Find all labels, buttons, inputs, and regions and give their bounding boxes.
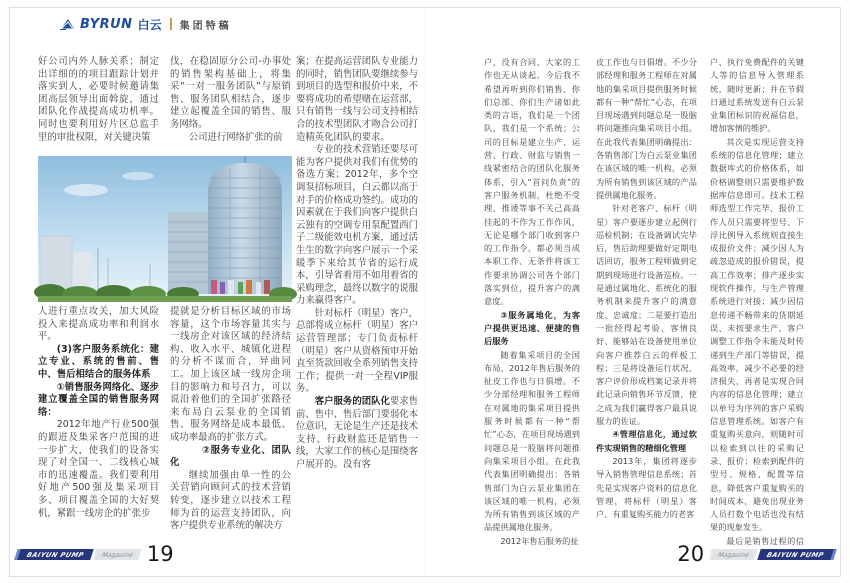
brand-name-cn: 白云 <box>137 17 162 32</box>
footer-right <box>673 544 835 565</box>
right-page-column-2 <box>596 56 697 538</box>
paragraph: 2012年地产行业500强的跟进及集采客户范围的进一步扩大，使我们的设备实现了对全国一、二线核心城市的迅速覆盖。我们要利用好地产500强及集采项目多、项目覆盖全国的大好契机，紧跟一线房企的扩张步 <box>38 419 159 519</box>
paragraph: 皮工作也与日俱增。不少分部经理和服务工程师在对属地的集采项目提供服务时候都有一种“帮忙”心态，在项目现场遇到问题总是一股脑将问题推向集采项目小组。在此我代表集团明确提出：各销售部门为白云泵业集团在该区域的唯一机构，必须为所有销售到该区域的产品提供属地化服务。 <box>596 57 697 200</box>
paragraph: 好公司内外人脉关系；制定出详细的的项目跟踪计划并落实到人，必要时候邀请集团高层领导出面斡旋，通过团队化作战提高成功机率。同时也要利用好片区总监手里的审批权限，对关键决策 <box>38 56 159 143</box>
paragraph: 户、没有合同，大家的工作也无从谈起。今后我不希望再听到你们销售、你们总部、你们生产诸如此类的言语，我们是一个团队，我们是一个系统；公司的目标是建立生产、运营、行政、财监与销售一线紧密结合的团队化服务体系，引入“首问负责”的客户服务机制，杜绝不受理、推诿等事不关己高高挂起的不作为工作作风，无论是哪个部门收到客户的工作指令，都必须当成本职工作、无条件将该工作要求协调公司各个部门落实到位，提升客户的满意度。 <box>484 57 580 307</box>
left-page-column-2-top <box>170 56 291 153</box>
inline-bold-lead: 客户服务的团队化 <box>314 396 390 408</box>
paragraph: 随着集采项目的全国布局，2012年售后服务的扯皮工作也与日俱增。不少分部经理和服务工程师在对属地的集采项目提供服务时候都有一种“帮忙”心态，在项目现场遇到问题总是一股脑将问题推向集采项目小组。在此我代表集团明确提出：各销售部门为白云泵业集团在该区域的唯一机构，必须为所有销售到该区域的产品提供属地化服务。 <box>484 349 580 533</box>
paragraph: 案；在提高运营团队专业能力的同时，销售团队要继续参与到项目的选型和报价中来，不要将成功的希望赌在运营部，只有销售一线与公司支持相结合的技术型团队才吻合公司打造精英化团队的要求。 <box>296 56 418 143</box>
byrun-logo-icon <box>60 18 75 30</box>
magazine-label: Magazine <box>709 549 758 560</box>
paragraph: 针对标杆（明星）客户，总部将成立标杆（明星）客户运营管理部；专门负责标杆（明星）客户从资格预审开始直至货款回收全系列销售支持工作；提供一对一全程VIP服务。 <box>296 307 418 395</box>
footer-left <box>16 544 178 565</box>
section-heading: ①销售服务网络化、逐步建立覆盖全国的销售服务网络： <box>38 381 159 418</box>
section-heading: ④管理信息化，通过软件实现销售的精细化管理 <box>596 429 697 453</box>
right-page-column-1 <box>484 56 580 546</box>
baiyun-pump-logo: BAIYUN PUMP <box>14 549 93 560</box>
left-page-column-3 <box>296 56 418 534</box>
paragraph: 最后是销售过程的信 <box>726 535 804 546</box>
left-page-column-1-bottom <box>38 306 159 546</box>
baiyun-pump-logo: BAIYUN PUMP <box>757 549 836 560</box>
paragraph: 2012年售后服务的扯 <box>500 535 579 546</box>
magazine-label: Magazine <box>93 549 142 560</box>
paragraph: 其次是实现运营支持系统的信息化管理；建立数据库式的价格体系，如价格调整则只需要维护数据库信息即可。技术工程师选型工作完毕，报价工作人员只需要将型号、下浮比例导入系统则直接生成报价文件；减少因人为疏忽造成的报价错误，提高工作效率；排产逐步实现软件操作，与生产管理系统进行对接；减少因信息传递不畅带来的货期延误、未按要求生产、客户调整工作指令未能及时传递到生产部门等错误，提高效率，减少不必要的经济损失，再者是实现合同内容的信息化管理；建立以单号为序列的客户采购信息管理系统。如客户有重复购买意向，则随时可以检索到以往的采购记录、报价；检索到配件的型号、规格、配置等信息，降低客户重复购买的时间成本，避免出现业务人员打数个电话也没有结果的现象发生。 <box>710 136 804 533</box>
paragraph: 人进行重点攻关，加大风险投入来提高成功率和利润水平。 <box>38 306 159 343</box>
paragraph: 客户服务的团队化要求售前、售中、售后部门要弱化本位意识，无论是生产还是技术支持、行政财监还是销售一线，大家工作的核心是围绕客户展开的。没有客 <box>296 396 418 470</box>
header-divider <box>170 18 172 30</box>
paragraph: 提就是分析目标区域的市场容量，这个市场容量其实与一线房企对该区域的经济结构、收入水平、城镇化进程的分析不谋而合，异曲同工。加上该区域一线房企项目的影响力和号召力，可以说沿着他们的全国扩张路径来布局白云泵业的全国销售、服务网络是成本最低、成功率最高的扩张方式。 <box>170 306 291 443</box>
page-number-19: 19 <box>146 542 174 566</box>
page-gutter <box>424 8 426 574</box>
left-page-column-1-top <box>38 56 159 153</box>
paragraph: 继续加强由单一性的公关营销向顾问式的技术营销转变，逐步建立以技术工程师为首的运营支持团队，向客户提供专业系统的解决方 <box>170 469 291 532</box>
left-page-column-2-bottom <box>170 306 291 546</box>
office-building-photo <box>38 156 292 302</box>
right-page-column-3 <box>710 56 804 546</box>
brand-name: BYRUN <box>80 16 133 32</box>
page-header <box>60 16 232 32</box>
section-heading: ②服务专业化、团队化 <box>170 444 291 469</box>
paragraph: 伐，在稳固原分公司-办事处的销售架构基础上，将集采“一对一服务团队”与原销售、服务团队相结合，逐步建立起覆盖全国的销售、服务网络。 <box>170 56 291 130</box>
paragraph: 专业的技术营销还要尽可能为客户提供对我们有优势的备选方案；2012年，多个空调泵招标项目，白云都以高于对手的价格成功签约。成功的因素就在于我们向客户提供白云独有的空调专用泵配置西门子二级能效电机方案，通过活生生的数字向客户展示一个采暖季下来给其节省的运行成本，引导省着用不如用着省的采购理念，最终以数字的说服力来赢得客户。 <box>296 144 418 307</box>
paragraph: 针对老客户、标杆（明星）客户要逐步建立起例行巡检机制；在设备调试完毕后，售后助理要做好定期电话回访，服务工程师做到定期到现场进行设备巡检。一是通过属地化、系统化的服务机制来提升客户的满意度、忠诚度；二是要打造出一批经得起考验、客情良好、能够站在设备使用单位向客户推荐白云的样板工程；三是将设备运行状况、客户评价形成档案记录并将此记录向销售环节反馈，使之成为我们赢得客户最具说服力的佐证。 <box>596 203 697 427</box>
section-heading: ③服务属地化，为客户提供更迅速、便捷的售后服务 <box>484 309 580 347</box>
paragraph: 2013年，集团将逐步导入销售管理信息系统；首先是实现客户资料的信息化管理，将标杆（明星）客户、有重复购买能力的老客 <box>596 455 697 520</box>
paragraph: 公司进行网络扩张的前 <box>188 131 283 143</box>
section-title: 集团特稿 <box>179 20 232 32</box>
page-number-20: 20 <box>677 542 705 566</box>
section-heading: (3)客户服务系统化：建立专业、系统的售前、售中、售后相结合的服务体系 <box>38 343 159 380</box>
paragraph: 户、执行免费配件的关键人等的信息导入管理系统，随时更新；并在节假日通过系统发送有白云泵业集团标识的祝福信息，增加客情的维护。 <box>710 57 804 134</box>
